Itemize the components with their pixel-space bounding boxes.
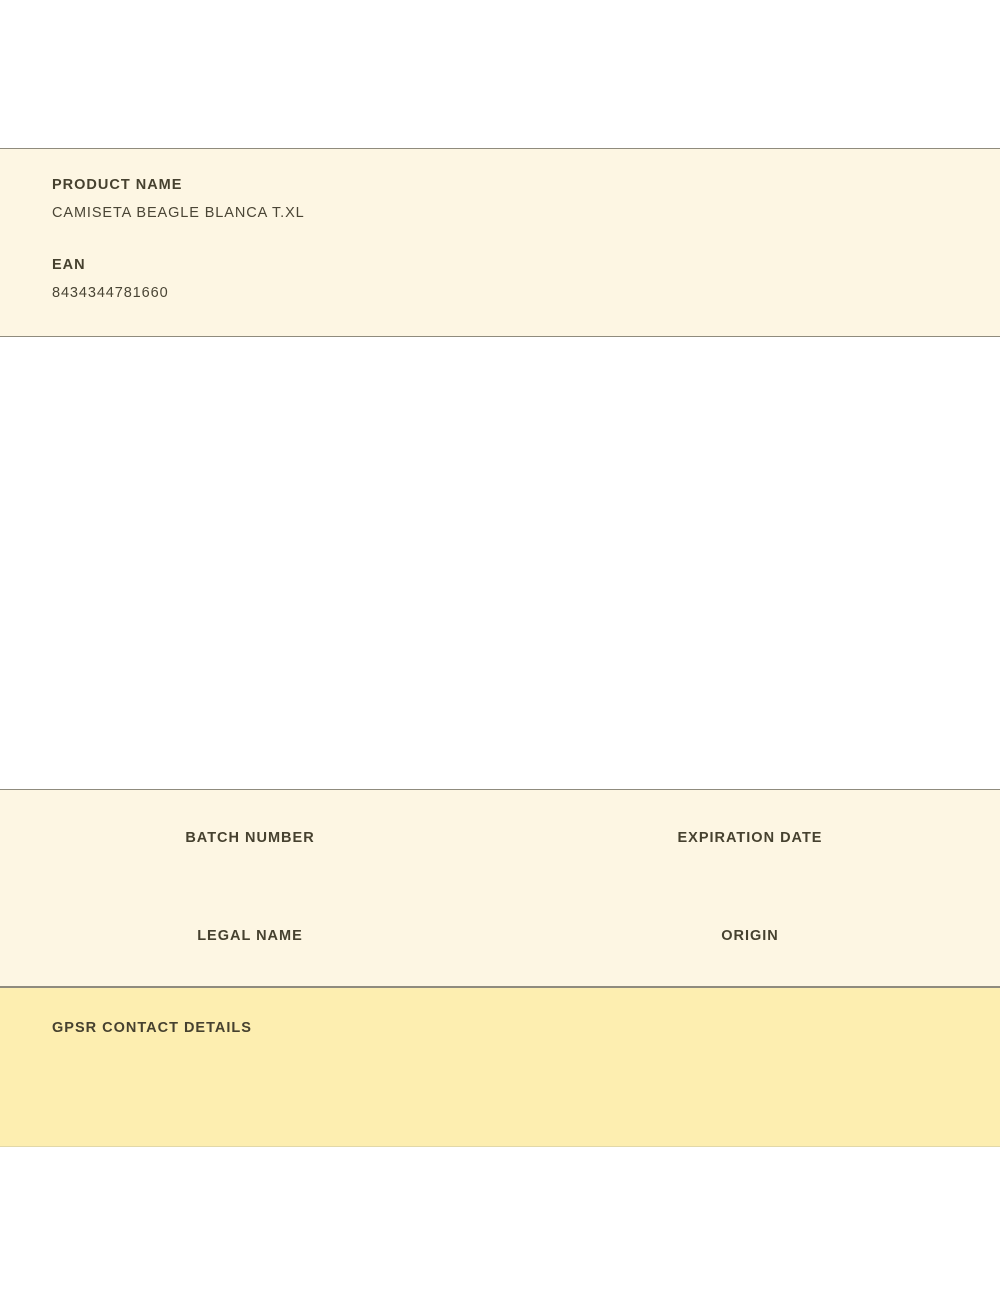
legal-name-label: LEGAL NAME	[197, 928, 303, 945]
details-cell-expiration-date	[668, 830, 833, 847]
gpsr-contact-details-label: GPSR CONTACT DETAILS	[52, 1020, 252, 1036]
ean-value: 8434344781660	[52, 285, 169, 302]
bottom-spacer	[0, 1147, 1000, 1300]
details-cell-legal-name	[187, 928, 313, 945]
top-spacer	[0, 0, 1000, 148]
product-name-label: PRODUCT NAME	[52, 177, 183, 193]
middle-spacer	[0, 337, 1000, 789]
expiration-date-label: EXPIRATION DATE	[677, 830, 823, 847]
details-cell-origin	[711, 928, 789, 945]
product-info-band	[0, 148, 1000, 337]
field-ean	[52, 257, 948, 303]
batch-number-label: BATCH NUMBER	[185, 830, 315, 847]
details-grid	[0, 790, 1000, 986]
field-product-name	[52, 177, 948, 223]
ean-label: EAN	[52, 256, 86, 273]
details-cell-batch-number	[175, 830, 324, 847]
origin-label: ORIGIN	[721, 928, 779, 945]
details-band	[0, 789, 1000, 987]
gpsr-band	[0, 987, 1000, 1147]
product-name-value: CAMISETA BEAGLE BLANCA T.XL	[52, 205, 305, 222]
